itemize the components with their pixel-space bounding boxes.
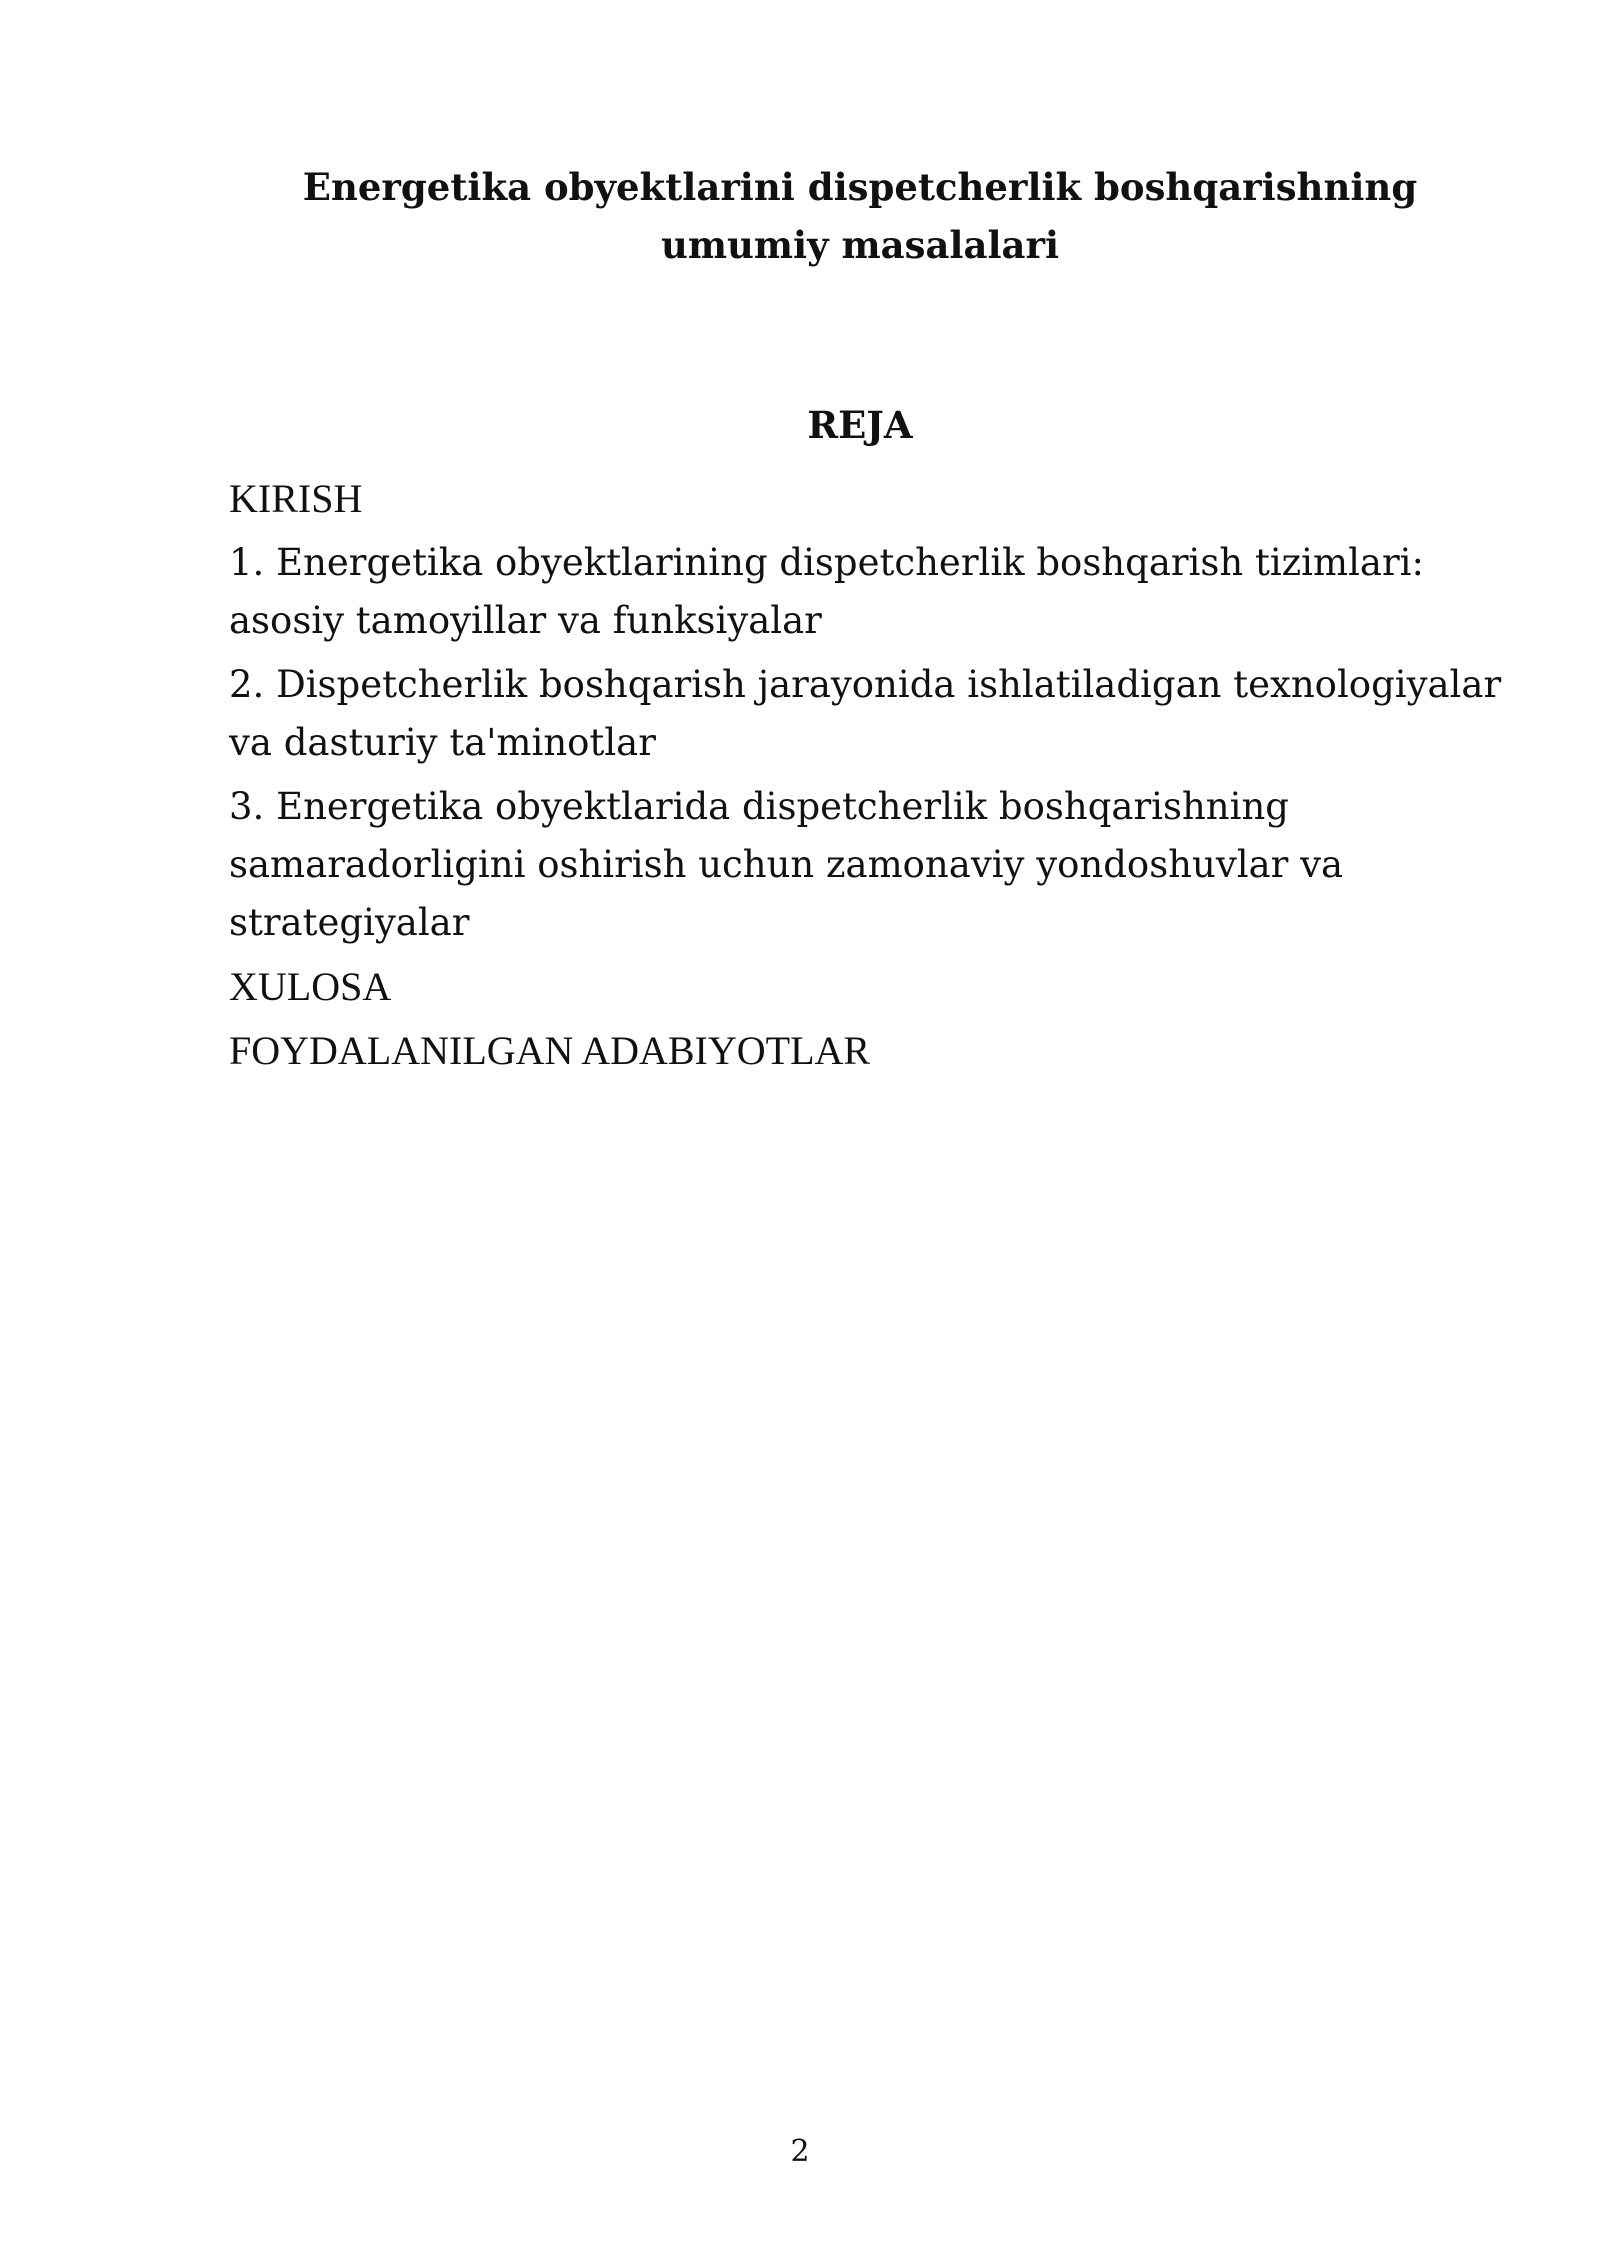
plan-list xyxy=(229,470,1509,1086)
plan-heading: REJA xyxy=(807,403,913,447)
plan-item-introduction: KIRISH xyxy=(229,476,363,521)
page-number: 2 xyxy=(790,2134,810,2169)
plan-item-1: 1. Energetika obyektlarining dispetcherlik boshqarish tizimlari: asosiy tamoyillar va funksiyalar xyxy=(229,541,1424,642)
plan-item-conclusion: XULOSA xyxy=(229,964,392,1009)
plan-item-references: FOYDALANILGAN ADABIYOTLAR xyxy=(229,1028,871,1073)
plan-item-2: 2. Dispetcherlik boshqarish jarayonida ishlatiladigan texnologiyalar va dasturiy ta'minotlar xyxy=(229,663,1502,764)
document-title: Energetika obyektlarini dispetcherlik boshqarishning umumiy masalalari xyxy=(302,165,1418,267)
plan-item-3: 3. Energetika obyektlarida dispetcherlik boshqarishning samaradorligini oshirish uchun zamonaviy yondoshuvlar va strategiyalar xyxy=(229,785,1344,944)
